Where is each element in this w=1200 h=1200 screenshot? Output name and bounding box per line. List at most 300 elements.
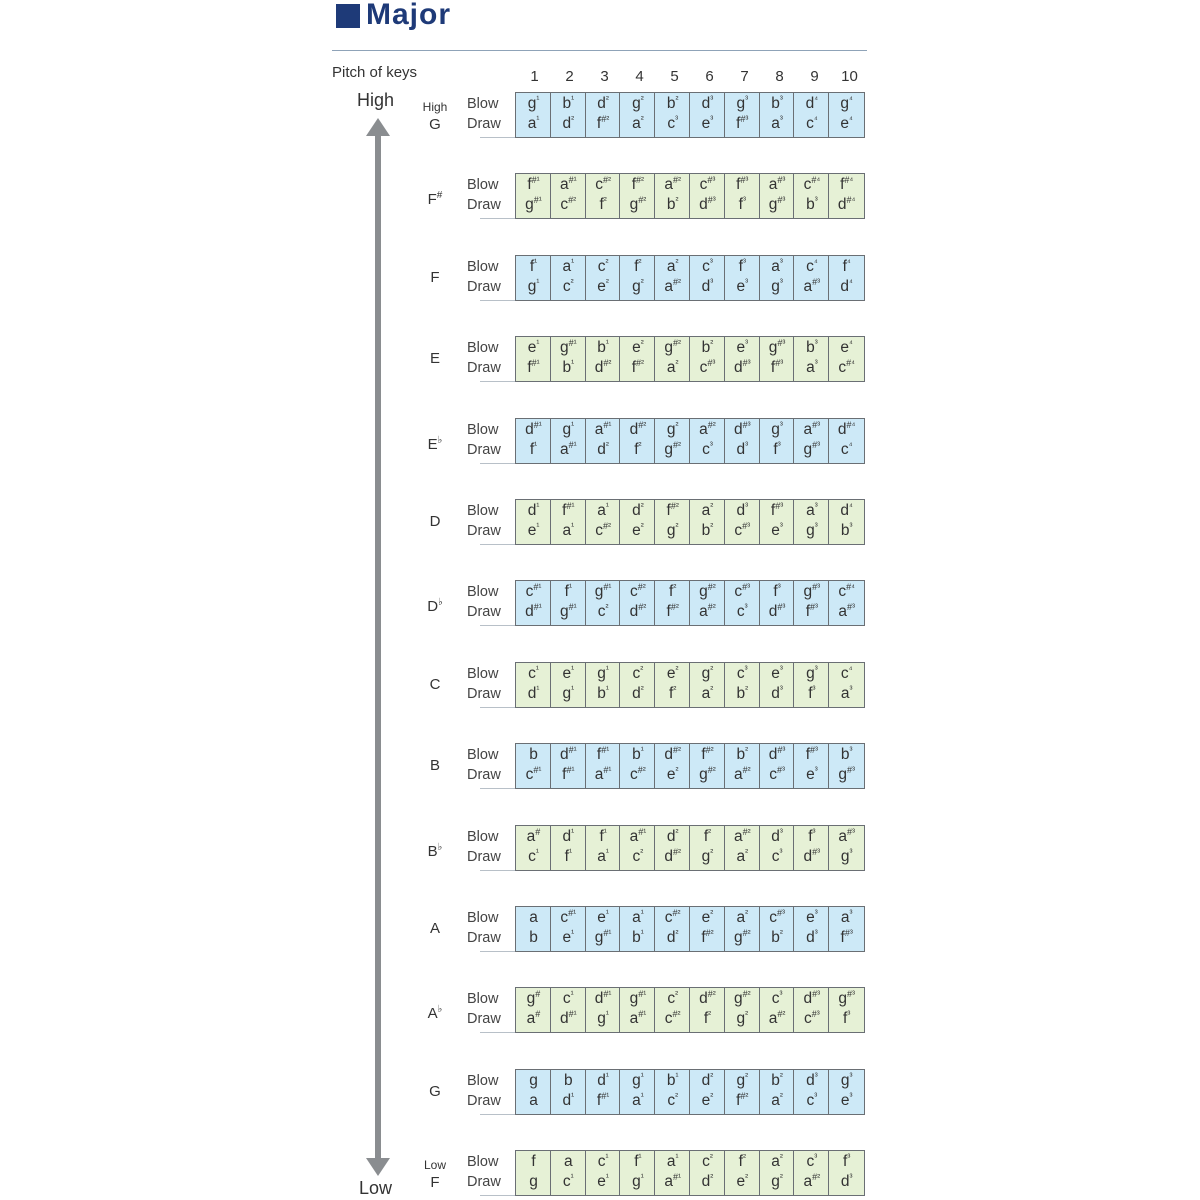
draw-label: Draw <box>467 930 501 946</box>
hole-cell <box>655 174 690 218</box>
pitch-arrow-icon <box>360 118 396 1176</box>
draw-note: $d^{^3}$ <box>736 439 749 458</box>
blow-note: $b^{^2}$ <box>701 338 714 357</box>
blow-note: $f^{\#^4}$ <box>840 175 854 194</box>
blow-note: $g^{^2}$ <box>736 1070 749 1089</box>
hole-cell <box>794 1070 829 1114</box>
hole-cell <box>586 1151 621 1195</box>
hole-cell <box>551 988 586 1032</box>
draw-note: $f^{^2}$ <box>669 683 677 702</box>
draw-note: $g^{^1}$ <box>632 1172 644 1191</box>
blow-note: $d^{\#^1}$ <box>559 745 577 764</box>
blow-note: $d^{\#^4}$ <box>837 419 856 438</box>
blow-label: Blow <box>467 584 499 601</box>
blow-label: Blow <box>467 1072 499 1089</box>
draw-note: $d^{\#^3}$ <box>733 358 751 377</box>
blow-note: $e^{^1}$ <box>562 663 575 682</box>
draw-note: $g^{\#^3}$ <box>768 195 786 214</box>
draw-note: $d^{^3}$ <box>840 1172 853 1191</box>
draw-note: $c^{\#^2}$ <box>595 521 611 539</box>
draw-note: $c^{^3}$ <box>702 439 713 458</box>
blow-note: $b^{^2}$ <box>736 745 749 764</box>
draw-note: $f^{\#^2}$ <box>666 602 679 621</box>
hole-number: 7 <box>740 68 749 85</box>
blow-label: Blow <box>467 177 499 194</box>
draw-note: $a^{\#^1}$ <box>594 765 612 784</box>
draw-note: $d^{^4}$ <box>840 276 853 295</box>
draw-note: $f^{^2}$ <box>703 1009 712 1028</box>
hole-cell <box>620 174 655 218</box>
draw-note: $g^{^2}$ <box>701 846 714 865</box>
draw-note: $e^{^2}$ <box>632 521 644 539</box>
label-underline <box>480 218 515 219</box>
draw-note: $a^{\#^1}$ <box>559 439 577 458</box>
label-underline <box>480 951 515 952</box>
hole-number: 10 <box>841 68 858 85</box>
draw-note: $f^{\#^3}$ <box>805 602 819 621</box>
draw-label: Draw <box>467 685 501 702</box>
hole-cell <box>829 337 864 381</box>
note-table <box>515 1069 865 1115</box>
draw-label: Draw <box>467 197 501 214</box>
hole-number: 3 <box>600 68 609 85</box>
draw-note: $f^{\#^1}$ <box>562 765 575 784</box>
blow-note: $b^{^2}$ <box>771 1070 783 1089</box>
key-label: C <box>429 675 441 693</box>
draw-note: $f^{\#^1}$ <box>527 358 540 377</box>
hole-cell <box>655 907 690 951</box>
hole-cell <box>586 826 621 870</box>
draw-note: $g^{\#^2}$ <box>664 439 681 458</box>
blow-note: $d^{^3}$ <box>736 501 749 519</box>
draw-label: Draw <box>467 1011 501 1028</box>
hole-cell <box>725 174 760 218</box>
blow-note: $g^{\#^3}$ <box>838 989 855 1008</box>
title-square-icon <box>336 4 360 28</box>
blow-note: $d^{\#^2}$ <box>699 989 716 1008</box>
hole-cell <box>690 988 725 1032</box>
hole-cell <box>725 256 760 300</box>
hole-cell <box>551 581 586 625</box>
hole-cell <box>794 826 829 870</box>
hole-cell <box>551 93 586 137</box>
hole-cell <box>794 337 829 381</box>
draw-note: $a^{^1}$ <box>597 846 609 865</box>
draw-note: a <box>529 1091 538 1109</box>
note-table <box>515 173 865 219</box>
hole-cell <box>794 744 829 788</box>
label-underline <box>480 1114 515 1115</box>
draw-note: $f^{^3}$ <box>843 1009 851 1028</box>
blow-note: $b^{^1}$ <box>562 94 575 112</box>
label-underline <box>480 1032 515 1033</box>
draw-note: $c^{^4}$ <box>806 114 818 132</box>
label-underline <box>480 707 515 708</box>
draw-note: $c^{^3}$ <box>806 1090 818 1109</box>
blow-note: $a^{\#^1}$ <box>559 175 577 194</box>
draw-note: $g^{\#^1}$ <box>559 602 577 621</box>
blow-note: $c^{\#^3}$ <box>769 908 785 926</box>
hole-cell <box>725 337 760 381</box>
blow-note: $a^{\#^3}$ <box>768 175 786 194</box>
blow-note: $g^{^3}$ <box>806 663 818 682</box>
blow-note: $e^{^1}$ <box>597 908 609 926</box>
blow-note: $g^{\#^3}$ <box>803 582 821 601</box>
draw-note: $d^{\#^1}$ <box>525 602 542 621</box>
key-label: F <box>430 268 440 286</box>
hole-cell <box>690 826 725 870</box>
draw-note: $f^{^1}$ <box>529 439 538 458</box>
hole-cell <box>725 826 760 870</box>
blow-note: $a^{^1}$ <box>597 501 609 519</box>
blow-note: $g^{^3}$ <box>736 94 749 112</box>
hole-cell <box>794 663 829 707</box>
blow-note: g# <box>526 989 541 1008</box>
draw-note: $e^{^3}$ <box>840 1090 853 1109</box>
key-label: E♭ <box>427 434 443 453</box>
blow-note: $a^{\#^3}$ <box>838 826 855 845</box>
blow-note: $c^{\#^3}$ <box>734 582 751 601</box>
draw-note: $a^{\#^2}$ <box>733 765 751 784</box>
draw-note: $d^{^1}$ <box>527 683 540 702</box>
draw-note: $b^{^1}$ <box>562 358 575 377</box>
draw-note: $f^{^3}$ <box>738 195 746 214</box>
draw-note: $e^{^2}$ <box>736 1172 749 1191</box>
draw-note: $b^{^1}$ <box>632 928 644 946</box>
blow-note: $g^{^1}$ <box>562 419 575 438</box>
key-label: D♭ <box>427 597 443 616</box>
draw-note: $d^{^2}$ <box>701 1172 714 1191</box>
draw-note: $d^{\#^2}$ <box>594 358 612 377</box>
draw-note: $g^{^2}$ <box>771 1172 783 1191</box>
note-table <box>515 418 865 464</box>
draw-note: $a^{\#^3}$ <box>838 602 855 621</box>
draw-label: Draw <box>467 278 501 295</box>
blow-note: $f^{^2}$ <box>669 582 677 601</box>
draw-note: $g^{^1}$ <box>597 1009 609 1028</box>
hole-cell <box>760 826 795 870</box>
draw-note: $d^{\#^3}$ <box>768 602 786 621</box>
draw-note: $a^{\#^3}$ <box>803 276 821 295</box>
draw-note: $d^{\#^3}$ <box>699 195 716 214</box>
hole-cell <box>655 337 690 381</box>
blow-note: $g^{^2}$ <box>701 663 714 682</box>
blow-note: $d^{^4}$ <box>840 501 853 519</box>
hole-cell <box>516 663 551 707</box>
hole-cell <box>829 826 864 870</box>
hole-cell <box>760 663 795 707</box>
hole-cell <box>516 826 551 870</box>
blow-note: $a^{\#^1}$ <box>594 419 612 438</box>
draw-note: $e^{^2}$ <box>666 765 679 784</box>
hole-cell <box>760 1070 795 1114</box>
blow-note: $b^{^3}$ <box>806 338 818 357</box>
blow-note: $c^{^3}$ <box>806 1152 818 1171</box>
blow-note: $a^{^2}$ <box>701 501 714 519</box>
blow-label: Blow <box>467 665 499 682</box>
hole-cell <box>516 581 551 625</box>
draw-note: $d^{^3}$ <box>806 928 818 946</box>
blow-note: $e^{^2}$ <box>666 663 679 682</box>
blow-note: $g^{\#^3}$ <box>768 338 786 357</box>
draw-note: $c^{\#^3}$ <box>803 1009 820 1028</box>
hole-cell <box>586 256 621 300</box>
note-table <box>515 336 865 382</box>
draw-note: $g^{\#^2}$ <box>733 928 751 946</box>
blow-note: $a^{^1}$ <box>666 1152 679 1171</box>
draw-note: $f^{^3}$ <box>773 439 781 458</box>
label-underline <box>480 137 515 138</box>
key-label: F# <box>427 190 443 209</box>
hole-cell <box>725 907 760 951</box>
draw-label: Draw <box>467 604 501 621</box>
blow-note: $f^{^4}$ <box>842 256 851 275</box>
draw-note: $e^{^3}$ <box>701 114 714 132</box>
draw-note: $g^{\#^2}$ <box>699 765 716 784</box>
hole-cell <box>586 93 621 137</box>
blow-note: $a^{^1}$ <box>562 256 575 275</box>
blow-note: $g^{\#^2}$ <box>664 338 681 357</box>
blow-note: $c^{^3}$ <box>702 256 713 275</box>
hole-cell <box>551 826 586 870</box>
blow-note: $g^{^2}$ <box>632 94 644 112</box>
blow-note: $g^{\#^2}$ <box>733 989 751 1008</box>
hole-cell <box>794 500 829 544</box>
blow-note: $c^{\#^3}$ <box>699 175 716 194</box>
hole-cell <box>516 174 551 218</box>
note-table <box>515 255 865 301</box>
blow-note: $c^{\#^4}$ <box>838 582 855 601</box>
blow-note: $f^{\#^2}$ <box>701 745 714 764</box>
blow-note: $a^{\#^2}$ <box>699 419 716 438</box>
draw-note: $g^{^2}$ <box>666 521 679 539</box>
blow-label: Blow <box>467 421 499 438</box>
hole-cell <box>690 337 725 381</box>
blow-note: $b^{^1}$ <box>632 745 644 764</box>
draw-note: $g^{^1}$ <box>527 276 540 295</box>
hole-cell <box>620 1070 655 1114</box>
draw-note: $f^{\#^2}$ <box>596 114 610 132</box>
draw-note: $a^{\#^2}$ <box>699 602 716 621</box>
hole-cell <box>586 419 621 463</box>
hole-cell <box>829 581 864 625</box>
blow-label: Blow <box>467 747 499 764</box>
hole-cell <box>725 988 760 1032</box>
hole-cell <box>655 581 690 625</box>
hole-cell <box>516 419 551 463</box>
note-table <box>515 825 865 871</box>
hole-cell <box>829 1151 864 1195</box>
hole-cell <box>794 581 829 625</box>
hole-cell <box>760 93 795 137</box>
label-underline <box>480 870 515 871</box>
draw-note: $d^{\#^1}$ <box>559 1009 577 1028</box>
hole-cell <box>829 419 864 463</box>
key-label: E <box>429 350 440 368</box>
draw-note: $c^{^3}$ <box>771 846 783 865</box>
draw-note: $f^{\#^2}$ <box>701 928 714 946</box>
hole-cell <box>551 744 586 788</box>
draw-note: $a^{\#^1}$ <box>664 1172 681 1191</box>
draw-note: $f^{\#^2}$ <box>736 1090 749 1109</box>
hole-cell <box>655 256 690 300</box>
draw-note: g <box>529 1173 538 1191</box>
draw-note: $c^{\#^3}$ <box>769 765 785 784</box>
blow-note: $d^{^2}$ <box>666 826 679 845</box>
draw-label: Draw <box>467 441 501 458</box>
blow-note: a <box>529 909 538 926</box>
hole-cell <box>620 419 655 463</box>
draw-label: Draw <box>467 1092 501 1109</box>
draw-note: $e^{^4}$ <box>840 114 853 132</box>
hole-cell <box>760 581 795 625</box>
draw-note: $b^{^2}$ <box>666 195 679 214</box>
draw-note: $f^{\#^3}$ <box>736 114 749 132</box>
blow-note: $d^{^2}$ <box>597 94 609 112</box>
hole-cell <box>794 93 829 137</box>
hole-number: 2 <box>565 68 574 85</box>
hole-cell <box>620 907 655 951</box>
note-table <box>515 987 865 1033</box>
blow-note: $c^{^2}$ <box>597 256 609 275</box>
blow-note: $a^{^3}$ <box>806 501 818 519</box>
blow-note: $c^{^2}$ <box>632 663 644 682</box>
blow-note: $c^{^1}$ <box>562 989 574 1008</box>
blow-note: $a^{^2}$ <box>666 256 679 275</box>
blow-note: $e^{^2}$ <box>701 908 714 926</box>
draw-note: $d^{^1}$ <box>562 1090 575 1109</box>
key-prefix: High <box>422 100 448 114</box>
draw-note: $d^{\#^2}$ <box>664 846 681 865</box>
hole-cell <box>794 419 829 463</box>
blow-label: Blow <box>467 258 499 275</box>
draw-note: $c^{\#^2}$ <box>664 1009 681 1028</box>
blow-note: $f^{\#^1}$ <box>596 745 610 764</box>
blow-note: $d^{\#^2}$ <box>629 419 647 438</box>
hole-cell <box>690 744 725 788</box>
blow-note: $f^{^3}$ <box>843 1152 851 1171</box>
hole-cell <box>690 581 725 625</box>
draw-note: $f^{^1}$ <box>564 846 572 865</box>
draw-note: $d^{\#^3}$ <box>803 846 821 865</box>
hole-cell <box>655 1070 690 1114</box>
hole-cell <box>690 256 725 300</box>
hole-number: 5 <box>670 68 679 85</box>
hole-cell <box>551 174 586 218</box>
blow-note: a <box>563 1153 573 1171</box>
blow-note: f <box>531 1153 536 1171</box>
blow-note: $d^{\#^2}$ <box>664 745 681 764</box>
draw-note: $b^{^2}$ <box>736 683 749 702</box>
blow-note: $d^{\#^3}$ <box>803 989 821 1008</box>
blow-note: $f^{\#^1}$ <box>527 175 540 194</box>
draw-note: $a^{^3}$ <box>840 683 853 702</box>
hole-number: 9 <box>810 68 819 85</box>
draw-note: $c^{\#^3}$ <box>699 358 716 377</box>
hole-cell <box>620 663 655 707</box>
hole-cell <box>725 419 760 463</box>
blow-note: $g^{^1}$ <box>527 94 540 112</box>
draw-note: $d^{^2}$ <box>632 683 644 702</box>
hole-cell <box>620 826 655 870</box>
blow-note: $g^{^4}$ <box>840 94 853 112</box>
key-label: A <box>429 920 440 937</box>
draw-note: $b^{^2}$ <box>771 928 783 946</box>
hole-cell <box>760 744 795 788</box>
hole-cell <box>586 907 621 951</box>
hole-cell <box>551 663 586 707</box>
blow-note: $a^{^3}$ <box>840 908 853 926</box>
hole-cell <box>655 1151 690 1195</box>
key-label: B♭ <box>427 841 443 860</box>
draw-note: $f^{\#^3}$ <box>840 928 853 946</box>
title-divider <box>332 50 867 51</box>
draw-note: $a^{^2}$ <box>632 114 644 132</box>
hole-number: 8 <box>775 68 784 85</box>
draw-note: $c^{^2}$ <box>632 846 644 865</box>
blow-note: $g^{^1}$ <box>597 663 609 682</box>
hole-cell <box>620 337 655 381</box>
blow-label: Blow <box>467 910 499 926</box>
draw-label: Draw <box>467 767 501 784</box>
blow-note: $c^{\#^1}$ <box>525 582 542 601</box>
blow-note: $d^{^1}$ <box>597 1070 609 1089</box>
hole-cell <box>586 337 621 381</box>
blow-note: $f^{^1}$ <box>564 582 572 601</box>
hole-cell <box>829 93 864 137</box>
hole-cell <box>516 988 551 1032</box>
hole-cell <box>760 907 795 951</box>
draw-note: $d^{^2}$ <box>666 928 679 946</box>
blow-note: $a^{\#^3}$ <box>803 419 821 438</box>
key-name: G <box>429 116 441 133</box>
hole-cell <box>655 419 690 463</box>
blow-note: $d^{^1}$ <box>562 826 575 845</box>
draw-label: Draw <box>467 523 501 539</box>
blow-note: $b^{^3}$ <box>840 745 853 764</box>
hole-cell <box>690 1151 725 1195</box>
draw-note: $c^{^1}$ <box>528 846 539 865</box>
blow-note: $c^{^1}$ <box>528 663 539 682</box>
hole-cell <box>760 988 795 1032</box>
hole-cell <box>551 500 586 544</box>
draw-note: $a^{^1}$ <box>562 521 575 539</box>
hole-cell <box>760 337 795 381</box>
note-table <box>515 580 865 626</box>
blow-note: $f^{^1}$ <box>634 1152 642 1171</box>
blow-note: $a^{^2}$ <box>771 1152 783 1171</box>
blow-note: $e^{^1}$ <box>527 338 540 357</box>
hole-cell <box>725 500 760 544</box>
blow-note: $f^{^1}$ <box>529 256 538 275</box>
hole-cell <box>690 93 725 137</box>
hole-cell <box>620 256 655 300</box>
blow-note: $f^{\#^3}$ <box>805 745 819 764</box>
draw-note: $f^{^2}$ <box>634 439 642 458</box>
label-underline <box>480 1195 515 1196</box>
draw-note: $e^{^1}$ <box>562 928 575 946</box>
draw-note: $c^{^3}$ <box>736 602 748 621</box>
hole-cell <box>586 988 621 1032</box>
blow-note: $f^{\#^2}$ <box>666 501 679 519</box>
blow-note: $d^{\#^3}$ <box>733 419 751 438</box>
hole-cell <box>516 93 551 137</box>
draw-note: $a^{^1}$ <box>527 114 540 132</box>
draw-note: $d^{\#^4}$ <box>837 195 856 214</box>
blow-note: $f^{\#^1}$ <box>562 501 575 519</box>
draw-note: $e^{^3}$ <box>806 765 818 784</box>
draw-note: $d^{^2}$ <box>597 439 609 458</box>
